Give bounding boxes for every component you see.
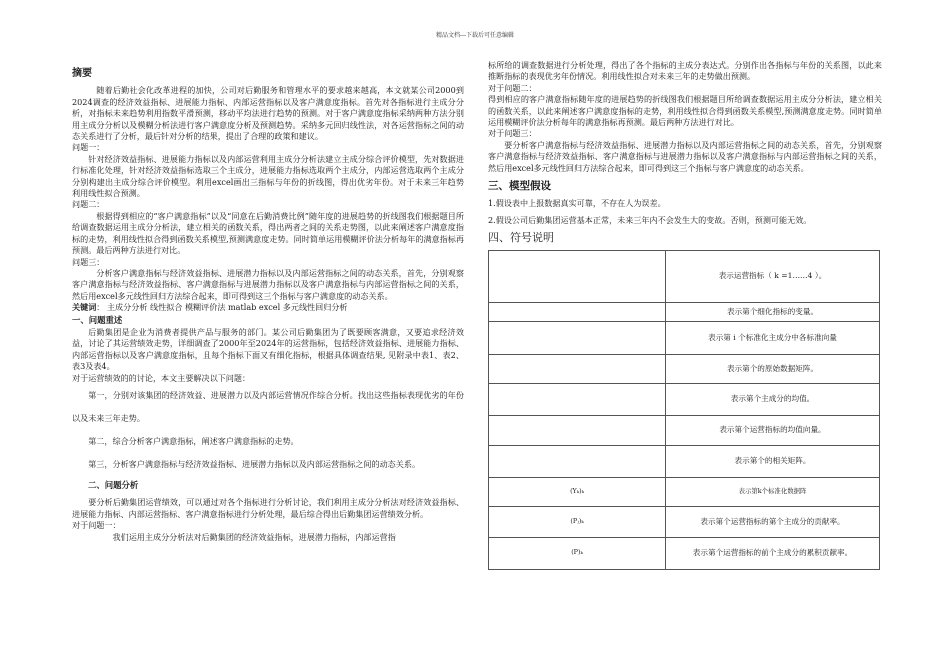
symbol-cell [489, 383, 666, 415]
description-cell: 表示第个运营指标的第个主成分的贡献率。 [666, 506, 880, 537]
section-2-title: 二、问题分析 [88, 479, 139, 490]
description-cell: 表示第个的原始数据矩阵。 [666, 354, 880, 383]
abstract-paragraph: 随着后勤社会化改革进程的加快，公司对后勤服务和管理水平的要求越来越高，本文就某公司2000到2024调查的经济效益指标、进展能力指标、内部运营指标以及客户满意度指标。首先对各指标进行主成分分析，对指标未来趋势利用指数平滑预测，移动平均法进行趋势的预测。对于客户满意度指标采纳两种方法分别用主成分分析以及模糊分析法进行客户满意度分析及预测趋势。采纳多元回归线性法，对各运营指标之间的动态关系进行了分析，最后针对分析的结果，提出了合理的政策和建议。 [72, 85, 464, 142]
table-row [489, 445, 880, 477]
table-row [489, 477, 880, 506]
symbol-cell [489, 354, 666, 383]
table-row [489, 302, 880, 321]
keywords: ： 主成分分析 线性拟合 模糊评价法 matlab excel 多元线性回归分析 [96, 302, 348, 313]
section-1-paragraph-5: 第三，分析客户满意指标与经济效益指标、进展潜力指标以及内部运营指标之间的动态关系。 [88, 458, 421, 469]
right-column [488, 60, 882, 570]
symbol-cell: (P)ₖ [489, 537, 666, 569]
symbol-table [488, 250, 880, 570]
description-cell: 表示第个细化指标的变量。 [666, 302, 880, 321]
section-1-paragraph-2: 对于运营绩效的的讨论，本文主要解决以下问题： [72, 372, 251, 383]
table-row [489, 537, 880, 569]
section-2-q1-text: 我们运用主成分分析法对后勤集团的经济效益指标，进展潜力指标，内部运营指 [112, 531, 396, 542]
description-cell: 表示第个的相关矩阵。 [666, 445, 880, 477]
description-cell: 表示运营指标（ k =1……4 ）。 [666, 250, 880, 302]
abstract-title: 摘要 [72, 68, 92, 79]
section-2-q1-label: 对于问题一： [72, 520, 121, 531]
keywords-line [72, 302, 464, 313]
left-column [72, 62, 464, 543]
table-row [489, 506, 880, 537]
table-row [489, 415, 880, 445]
q1-label: 问题一： [72, 142, 105, 153]
section-1-paragraph-3: 第一，分别对该集团的经济效益、进展潜力以及内部运营情况作综合分析。找出这些指标表现优劣的年份以及未来三年走势。 [72, 389, 464, 423]
header-note: 精品文档---下载后可任意编辑 [435, 32, 515, 39]
description-cell: 表示第 i 个标准化主成分中各标准向量 [666, 321, 880, 354]
symbol-cell [489, 321, 666, 354]
q1-text: 针对经济效益指标、进展能力指标以及内部运营利用主成分分析法建立主成分综合评价模型，先对数据进行标准化处理，针对经济效益指标选取三个主成分，进展能力指标选取两个主成分，内部运营选取两个主成分分别构建出主成分综合评价模型。利用excel画出三指标与年份的折线图，得出优劣年份。对于未来三年趋势利用线性拟合预测。 [72, 153, 464, 199]
description-cell: 表示第个主成分的均值。 [666, 383, 880, 415]
right-q2-text: 得到相应的客户满意指标随年度的进展趋势的折线图我们根据题目所给调查数据运用主成分分析法，建立相关的函数关系，以此来阐述客户满意度指标的走势，利用线性拟合得到函数关系模型,预测满意度走势。同时简单运用模糊评价法分析每年的满意指标再预测。最后两种方法进行对比。 [488, 94, 882, 128]
keywords-label: 关键词 [72, 302, 97, 313]
section-1-title: 一、问题重述 [72, 314, 123, 325]
table-row [489, 250, 880, 302]
symbol-cell [489, 415, 666, 445]
assumption-2: 2.假设公司后勤集团运营基本正常，未来三年内不会发生大的变故。否则，预测可能无效。 [488, 214, 812, 225]
right-q2-label: 对于问题二： [488, 82, 537, 93]
symbol-cell: (Yₖ)ₖ [489, 477, 666, 506]
section-3-title: 三、模型假设 [488, 180, 551, 193]
assumption-1: 1.假设表中上报数据真实可靠，不存在人为误差。 [488, 198, 666, 209]
symbol-cell [489, 302, 666, 321]
right-q3-text: 要分析客户满意指标与经济效益指标、进展潜力指标以及内部运营指标之间的动态关系，首先，分别观察客户满意指标与经济效益指标、客户满意指标与进展潜力指标以及客户满意指标与内部运营指标之间的关系，然后用excel多元线性回归方法综合起来，即可得到这三个指标与客户满意度的动态关系。 [488, 139, 882, 173]
description-cell: 表示第个运营指标的前个主成分的累积贡献率。 [666, 537, 880, 569]
q2-text: 根据得到相应的“客户满意指标”以及“同意在后勤消费比例”随年度的进展趋势的折线图我们根据题目所给调查数据运用主成分分析法，建立相关的函数关系，得出两者之间的关系走势图，以此来阐述客户满意度指标的走势，利用线性拟合得到函数关系模型,预测满意度走势。同时简单运用模糊评价法分析每年的满意指标再预测。最后两种方法进行对比。 [72, 210, 464, 256]
description-cell: 表示第个运营指标的均值向量。 [666, 415, 880, 445]
q2-label: 问题二： [72, 199, 105, 210]
section-2-paragraph-1: 要分析后勤集团运营绩效，可以通过对各个指标进行分析讨论，我们利用主成分分析法对经济效益指标、进展能力指标、内部运营指标、客户满意指标进行分析处理，最后综合得出后勤集团运营绩效分析。 [72, 497, 464, 519]
table-row [489, 383, 880, 415]
description-cell: 表示第k个标准化数据阵 [666, 477, 880, 506]
symbol-cell [489, 250, 666, 302]
section-4-title: 四、符号说明 [488, 231, 554, 245]
symbol-cell [489, 445, 666, 477]
q3-label: 问题三： [72, 256, 105, 267]
right-paragraph-1: 标所给的调查数据进行分析处理，得出了各个指标的主成分表达式。分别作出各指标与年份的关系图，以此来推断指标的表现优劣年份情况。利用线性拟合对未来三年的走势做出预测。 [488, 60, 882, 82]
table-row [489, 321, 880, 354]
table-row [489, 354, 880, 383]
section-1-paragraph-1: 后勤集团是企业为消费者提供产品与服务的部门。某公司后勤集团为了既要顾客满意，又要追求经济效益，讨论了其运营绩效走势，详细调查了2000年至2024年的运营指标，包括经济效益指标、进展能力指标、内部运营指标以及客户满意度指标，且每个指标下面又有细化指标，根据具体调查结果, 见附录中表1、表2、表3及表4。 [72, 326, 464, 372]
section-1-paragraph-4: 第二，综合分析客户满意指标，阐述客户满意指标的走势。 [88, 435, 299, 446]
symbol-cell: (Pⱼ)ₖ [489, 506, 666, 537]
q3-text: 分析客户满意指标与经济效益指标、进展潜力指标以及内部运营指标之间的动态关系，首先，分别观察客户满意指标与经济效益指标、客户满意指标与进展潜力指标以及客户满意指标与内部运营指标之间的关系，然后用excel多元线性回归方法综合起来，即可得到这三个指标与客户满意度的动态关系。 [72, 267, 464, 301]
right-q3-label: 对于问题三： [488, 128, 537, 139]
